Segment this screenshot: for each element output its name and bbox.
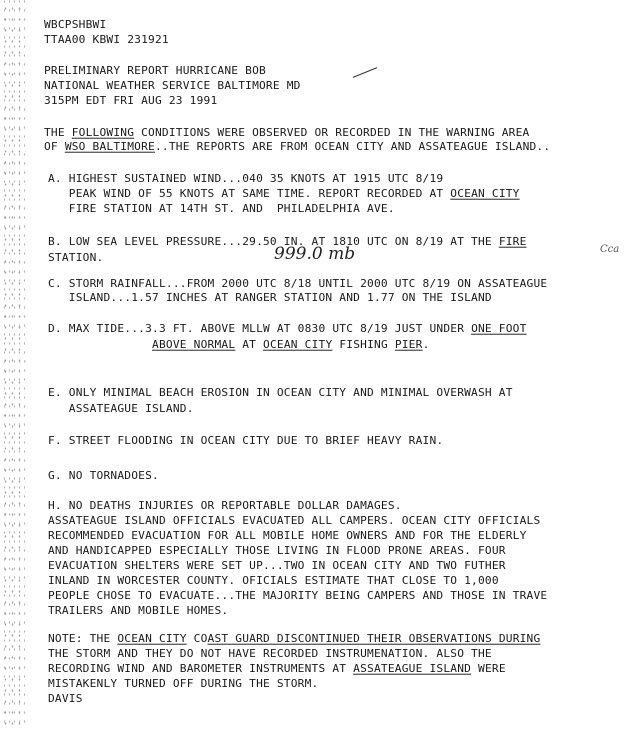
handwritten-margin-note: Cca [600, 244, 620, 255]
handwritten-pressure-mb: 999.0 mb [274, 244, 356, 264]
item-f-line-1: F. STREET FLOODING IN OCEAN CITY DUE TO BRIEF HEAVY RAIN. [48, 434, 444, 447]
item-h-line-2: ASSATEAGUE ISLAND OFFICIALS EVACUATED ALL CAMPERS. OCEAN CITY OFFICIALS [48, 514, 541, 527]
item-b-line-2: STATION. [48, 251, 104, 264]
item-b-line-1: B. LOW SEA LEVEL PRESSURE...29.50 IN. AT 1810 UTC ON 8/19 AT THE FIRE [48, 235, 527, 248]
intro-line-1: THE FOLLOWING CONDITIONS WERE OBSERVED OR RECORDED IN THE WARNING AREA [44, 126, 530, 139]
wmo-header-id: WBCPSHBWI [44, 18, 107, 31]
item-h-line-3: RECOMMENDED EVACUATION FOR ALL MOBILE HOME OWNERS AND FOR THE ELDERLY [48, 529, 527, 542]
report-datetime: 315PM EDT FRI AUG 23 1991 [44, 94, 218, 107]
report-title: PRELIMINARY REPORT HURRICANE BOB [44, 64, 266, 77]
item-h-line-5: EVACUATION SHELTERS WERE SET UP...TWO IN OCEAN CITY AND TWO FUTHER [48, 559, 506, 572]
pen-check-mark [353, 67, 377, 78]
note-line-1: NOTE: THE OCEAN CITY COAST GUARD DISCONTINUED THEIR OBSERVATIONS DURING [48, 632, 541, 645]
item-a-line-2: PEAK WIND OF 55 KNOTS AT SAME TIME. REPORT RECORDED AT OCEAN CITY [48, 187, 520, 200]
intro-line-2: OF WSO BALTIMORE..THE REPORTS ARE FROM OCEAN CITY AND ASSATEAGUE ISLAND.. [44, 140, 551, 153]
item-c-line-2: ISLAND...1.57 INCHES AT RANGER STATION AND 1.77 ON THE ISLAND [48, 291, 492, 304]
item-g-line-1: G. NO TORNADOES. [48, 469, 159, 482]
item-h-line-4: AND HANDICAPPED ESPECIALLY THOSE LIVING IN FLOOD PRONE AREAS. FOUR [48, 544, 506, 557]
item-e-line-2: ASSATEAGUE ISLAND. [48, 402, 194, 415]
note-line-2: THE STORM AND THEY DO NOT HAVE RECORDED INSTRUMENATION. ALSO THE [48, 647, 492, 660]
item-h-line-8: TRAILERS AND MOBILE HOMES. [48, 604, 229, 617]
item-a-line-3: FIRE STATION AT 14TH ST. AND PHILADELPHIA AVE. [48, 202, 395, 215]
scan-speckle-margin [0, 0, 26, 729]
wmo-header-code: TTAA00 KBWI 231921 [44, 33, 169, 46]
note-line-3: RECORDING WIND AND BAROMETER INSTRUMENTS AT ASSATEAGUE ISLAND WERE [48, 662, 506, 675]
report-office: NATIONAL WEATHER SERVICE BALTIMORE MD [44, 79, 301, 92]
item-d-line-1: D. MAX TIDE...3.3 FT. ABOVE MLLW AT 0830 UTC 8/19 JUST UNDER ONE FOOT [48, 322, 527, 335]
item-a-line-1: A. HIGHEST SUSTAINED WIND...040 35 KNOTS AT 1915 UTC 8/19 [48, 172, 444, 185]
signature-name: DAVIS [48, 692, 83, 705]
item-c-line-1: C. STORM RAINFALL...FROM 2000 UTC 8/18 UNTIL 2000 UTC 8/19 ON ASSATEAGUE [48, 277, 548, 290]
note-line-4: MISTAKENLY TURNED OFF DURING THE STORM. [48, 677, 319, 690]
item-h-line-7: PEOPLE CHOSE TO EVACUATE...THE MAJORITY BEING CAMPERS AND THOSE IN TRAVE [48, 589, 548, 602]
item-h-line-1: H. NO DEATHS INJURIES OR REPORTABLE DOLLAR DAMAGES. [48, 499, 402, 512]
item-h-line-6: INLAND IN WORCESTER COUNTY. OFICIALS ESTIMATE THAT CLOSE TO 1,000 [48, 574, 499, 587]
item-d-line-2: ABOVE NORMAL AT OCEAN CITY FISHING PIER. [152, 338, 430, 351]
item-e-line-1: E. ONLY MINIMAL BEACH EROSION IN OCEAN CITY AND MINIMAL OVERWASH AT [48, 386, 513, 399]
